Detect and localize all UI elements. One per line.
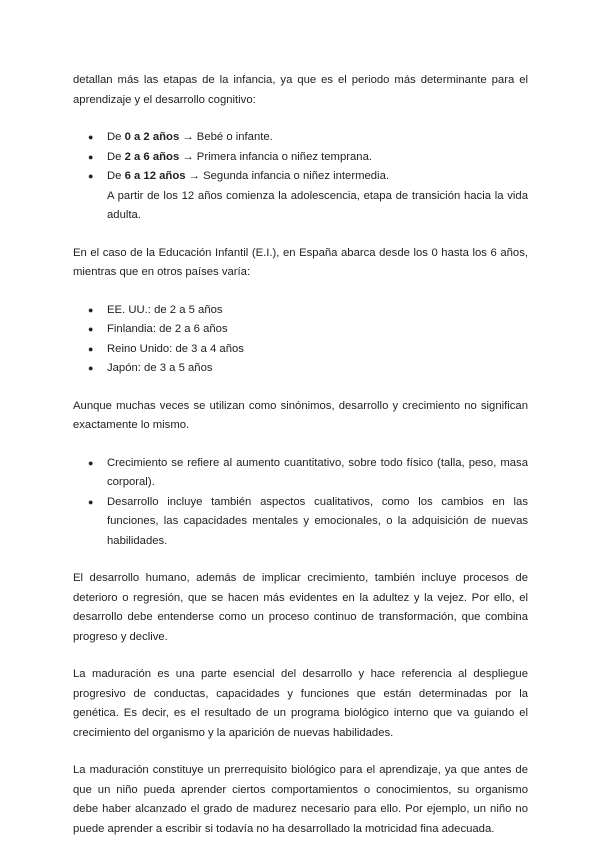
- list-item: ● De 2 a 6 años → Primera infancia o niñez temprana.: [73, 148, 528, 168]
- bullet-icon: ●: [88, 363, 94, 373]
- bullet-icon: ●: [88, 132, 94, 142]
- list-item: ● Japón: de 3 a 5 años: [73, 359, 528, 379]
- stages-list: [73, 128, 528, 226]
- bullet-icon: ●: [88, 171, 94, 181]
- stage-range: 6 a 12 años: [124, 170, 186, 182]
- list-item: ● Crecimiento se refiere al aumento cuantitativo, sobre todo físico (talla, peso, masa corporal).: [73, 454, 528, 493]
- maturation-paragraph: La maduración es una parte esencial del desarrollo y hace referencia al despliegue progresivo de conductas, capacidades y funciones que están determinadas por la genética. Es decir, es el resultado de un programa biológico interno que va guiando el crecimiento del organismo y la aparición de nuevas habilidades.: [73, 668, 528, 739]
- development-paragraph: El desarrollo humano, además de implicar crecimiento, también incluye procesos de deterioro o regresión, que se hacen más evidentes en la adultez y la vejez. Por ello, el desarrollo debe entenderse como un proceso continuo de transformación, que combina progreso y declive.: [73, 572, 528, 643]
- list-item: ● De 6 a 12 años → Segunda infancia o niñez intermedia. A partir de los 12 años comienza la adolescencia, etapa de transición hacia la vida adulta.: [73, 167, 528, 226]
- synonyms-paragraph: Aunque muchas veces se utilizan como sinónimos, desarrollo y crecimiento no significan exactamente lo mismo.: [73, 399, 528, 431]
- bullet-icon: ●: [88, 151, 94, 162]
- prerequisite-paragraph: La maduración constituye un prerrequisito biológico para el aprendizaje, ya que antes de que un niño pueda aprender ciertos comportamientos o conocimientos, su organismo debe haber alcanzado el grado de madurez necesario para ello. Por ejemplo, un niño no puede aprender a escribir si todavía no ha desarrollado la motricidad fina adecuada.: [73, 764, 528, 835]
- ei-paragraph: En el caso de la Educación Infantil (E.I.), en España abarca desde los 0 hasta los 6 años, mientras que en otros países varía:: [73, 246, 528, 278]
- stage-range: 2 a 6 años: [124, 150, 180, 163]
- bullet-icon: ●: [88, 496, 94, 507]
- list-item: ● De 0 a 2 años → Bebé o infante.: [73, 128, 528, 148]
- bullet-icon: ●: [88, 457, 94, 468]
- document-body: [73, 71, 528, 839]
- intro-paragraph: detallan más las etapas de la infancia, ya que es el periodo más determinante para el aprendizaje y el desarrollo cognitivo:: [73, 74, 528, 106]
- list-item: ● Finlandia: de 2 a 6 años: [73, 320, 528, 340]
- definitions-list: [73, 454, 528, 552]
- stage-range: 0 a 2 años: [124, 131, 180, 143]
- list-item: ● EE. UU.: de 2 a 5 años: [73, 301, 528, 321]
- countries-list: [73, 301, 528, 379]
- bullet-icon: ●: [88, 343, 94, 354]
- list-item: ● Desarrollo incluye también aspectos cualitativos, como los cambios en las funciones, las capacidades mentales y emocionales, o la adquisición de nuevas habilidades.: [73, 493, 528, 552]
- list-item: ● Reino Unido: de 3 a 4 años: [73, 340, 528, 360]
- stages-note: A partir de los 12 años comienza la adolescencia, etapa de transición hacia la vida adulta.: [107, 189, 528, 221]
- bullet-icon: ●: [88, 304, 94, 315]
- bullet-icon: ●: [88, 324, 94, 334]
